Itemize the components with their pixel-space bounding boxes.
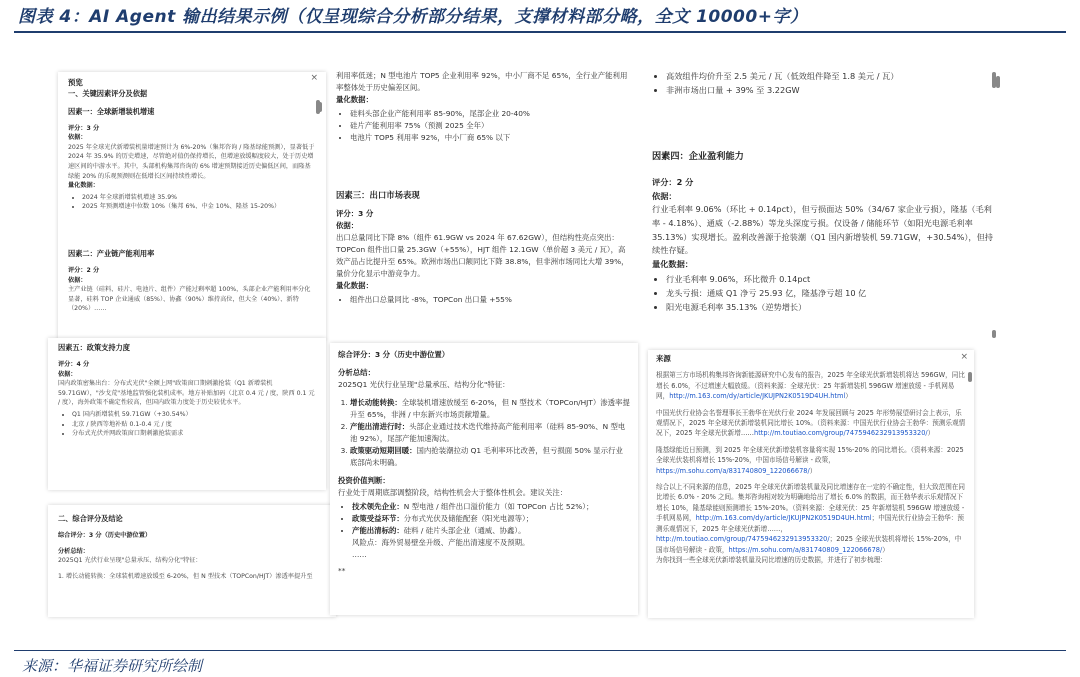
source-paragraph: 为你找到一些全球光伏新增装机量及同比增速的历史数据，并进行了初步梳理： [656,555,887,564]
list-item: • 电池片 TOP5 利用率 92%，中小厂商 65% 以下 [350,132,630,144]
list-item: 2. 产能出清进行时：头部企业通过技术迭代维持高产能利用率（硅料 85-90%、N 型电池 92%），尾部产能加速淘汰。 [350,421,630,445]
investment-text: 行业处于周期底部调整阶段，结构性机会大于整体性机会。建议关注： [338,488,568,497]
score-label: 评分：4 分 [58,361,90,368]
basis-text: 2025 年全球光伏新增装机量增速预计为 6%-20%（集邦咨询 / 隆基绿能预测），显著低于 2024 年 35.9% 的历史增速，尽管绝对值仍保持增长，但增速放缓幅度较大，处于历史增速区间的中游水平。其中，头部机构集邦咨询的 6% 增速预期接近历史偏低区间，而隆基绿能 20% 的乐观预测则在低增长区间持续性增长。 [68,143,315,180]
footer-rule [14,650,1066,651]
quant-list [336,294,630,306]
summary-label: 分析总结： [338,368,375,377]
scrollbar[interactable] [996,76,1000,88]
list-item: • 阳光电源毛利率 35.13%（逆势增长） [666,301,996,315]
quant-label: 量化数据： [68,182,99,190]
text-line: 利用率低迷；N 型电池片 TOP5 企业利用率 92%，中小厂商不足 65%，全行业产能利用率整体处于历史偏差区间。 [336,71,628,92]
list-item: • 技术领先企业：N 型电池 / 组件出口溢价能力（如 TOPCon 占比 52%）； [352,501,630,513]
close-icon[interactable]: × [960,352,968,362]
end-mark: ** [338,566,346,575]
list-item: • 分布式光伏并网政策窗口期刺激抢装需求 [72,429,316,439]
list-item: • 硅料头部企业产能利用率 85-90%，尾部企业 20-40% [350,108,630,120]
list-item: • 硅片产能利用率 75%（预测 2025 全年） [350,120,630,132]
preview-panel-policy [48,338,326,490]
score-label: 评分：2 分 [652,177,694,188]
basis-text: 出口总量同比下降 8%（组件 61.9GW vs 2024 年 67.62GW），但结构性亮点突出：TOPCon 组件出口量 25.3GW（+55%），HJT 组件 12.1GW（单价超 3 美元 / 瓦），高效产品占比提升至 65%。欧洲市场出口额同比下降 38.8%，但非洲市场同比大增 39%，量价分化显示中游竞争力。 [336,233,629,278]
basis-label: 依据： [58,370,77,378]
list-item: • 龙头亏损：通威 Q1 净亏 25.93 亿，隆基净亏超 10 亿 [666,287,996,301]
summary-text: 2025Q1 光伏行业呈现"总量承压、结构分化"特征： [338,380,510,389]
figure-source: 来源：华福证券研究所绘制 [22,657,203,675]
quant-label: 量化数据： [652,258,693,269]
summary-label: 分析总结： [58,547,89,555]
list-item: 3. 政策驱动短期回暖：国内抢装潮拉动 Q1 毛利率环比改善，但亏损面 50% 显示行业底部尚未明确。 [350,445,630,469]
source-link[interactable]: https://m.sohu.com/a/831740809_122066678/ [656,466,810,475]
list-item: • 高效组件均价升至 2.5 美元 / 瓦（低效组件降至 1.8 美元 / 瓦） [666,70,996,84]
basis-text: 主产业链（硅料、硅片、电池片、组件）产能过剩率超 100%，头部企业产能利用率分化显著，硅料 TOP 企业通威（85%）、协鑫（90%）维持高位，但大全（40%）、新特（20%）…… [68,286,311,313]
source-paragraph: 中国光伏行业协会名誉理事长王勃华在光伏行业 2024 年发展回顾与 2025 年形势展望研讨会上表示，乐观情况下，2025 年全球光伏新增装机同比增长 10%。（资料来源：中国光伏行业协会王勃华：预测乐观情况下，2025 年全球光伏新增……http://m.toutiao.com/group/7475946232913953320/） [656,408,966,438]
source-paragraph: 综合以上不同来源的信息，2025 年全球光伏新增装机量及同比增速存在一定的不确定性，但大致范围在同比增长 6.0% - 20% 之间。集邦咨询相对较为明确地给出了增长 6.0% 的数据，而王勃华表示乐观情况下增长 10%，隆基绿能则预测增长 15%-20%。（资料来源：全球光伏：25 年新增装机 596GW 增速放缓 - 手机网易网，http://m.163.com/dy/article/JKUJPN2K0519D4UH.html；中国光伏行业协会王勃华：预测乐观情况下，2025 年全球光伏新增……，http://m.toutiao.com/group/7475946232913953320/；2025 全球光伏装机将增长 15%-20%，中国市场信号解读 - 政策，https://m.sohu.com/a/831740809_122066678/） [656,483,965,554]
source-link[interactable]: http://m.163.com/dy/article/JKUJPN2K0519D4UH.html [669,392,846,401]
preview-panel-summary [330,343,638,615]
sources-panel [648,350,974,618]
source-link[interactable]: https://m.sohu.com/a/831740809_122066678/ [728,545,883,554]
summary-list [338,397,630,469]
factor-heading: 因素五：政策支持力度 [58,343,130,352]
scrollbar[interactable] [992,72,996,88]
list-item: 1. 增长动能转换：全球装机增速放缓至 6-20%，但 N 型技术（TOPCon/HJT）渗透率提升至 65%，非洲 / 中东新兴市场贡献增量。 [350,397,630,421]
score-label: 评分：2 分 [68,266,100,274]
basis-label: 依据： [336,221,359,230]
source-link[interactable]: http://m.toutiao.com/group/7475946232913953320/ [656,535,830,544]
quant-list [58,410,316,439]
list-item: • 产能出清标的：硅料 / 硅片头部企业（通威、协鑫）。 风险点：海外贸易壁垒升级、产能出清速度不及预期。 …… [352,525,630,561]
source-paragraph: 根据第三方市场机构集邦咨询新能源研究中心发布的报告，2025 年全球光伏新增装机将达 596GW，同比增长 6.0%，不过增速大幅放缓。（资料来源：全球光伏：25 年新增装机 596GW 增速放缓 - 手机网易网，http://m.163.com/dy/article/JKUJPN2K0519D4UH.html） [656,371,965,401]
basis-text: 国内政策密集出台：分布式光伏"全额上网"政策窗口期刺激抢装（Q1 新增装机 59.71GW），"沙戈荒"基地监管强化装机成率。地方补贴加码（北京 0.4 元 / 度，陕西 0.1 元 / 度），海外政策不确定性较高，但国内政策力度处于历史较优水平。 [58,380,315,407]
source-paragraph: 隆基绿能近日预测，到 2025 年全球光伏新增装机容量将实现 15%-20% 的同比增长。（资料来源：2025 全球光伏装机将增长 15%-20%，中国市场信号解读 - 政策，https://m.sohu.com/a/831740809_122066678/） [656,445,964,475]
basis-text: 行业毛利率 9.06%（环比 + 0.14pct），但亏损面达 50%（34/67 家企业亏损），隆基（毛利率 - 4.18%）、通威（-2.88%）等龙头深度亏损。仅设备 / 储能环节（如阳光电源毛利率 35.13%）实现增长。盈利改善源于抢装潮（Q1 国内新增装机 59.71GW，+30.54%），但持续性存疑。 [652,204,993,256]
scrollbar[interactable] [316,100,320,114]
list-item: • 2025 年预测增速中位数 10%（集邦 6%、中金 10%、隆基 15-20%） [82,202,316,212]
summary-item: 1. 增长动能转换：全球装机增速放缓至 6-20%，但 N 型技术（TOPCon/HJT）渗透率提升至 [58,572,313,580]
factor-heading: 因素四：企业盈利能力 [652,151,744,163]
scrollbar[interactable] [992,330,996,338]
quant-label: 量化数据： [336,95,373,104]
quant-list [336,108,630,144]
score-label: 评分：3 分 [68,124,100,132]
factor-heading: 因素三：出口市场表现 [336,190,420,200]
basis-label: 依据： [68,276,87,284]
summary-text: 2025Q1 光伏行业呈现"总量承压、结构分化"特征： [58,557,202,565]
source-link[interactable]: http://m.163.com/dy/article/JKUJPN2K0519D4UH.html [695,514,872,523]
source-link[interactable]: http://m.toutiao.com/group/7475946232913953320/ [754,429,928,438]
scrollbar[interactable] [968,372,972,382]
investment-list [338,501,630,561]
overall-score: 综合评分：3 分（历史中游位置） [58,532,152,539]
list-item: • 行业毛利率 9.06%，环比微升 0.14pct [666,273,996,287]
factor-heading: 因素一：全球新增装机增速 [68,106,155,116]
score-label: 评分：3 分 [336,209,374,218]
panel-header: 来源 [656,354,671,363]
list-item: • 非洲市场出口量 + 39% 至 3.22GW [666,84,996,98]
preview-panel-export [330,68,636,340]
list-item: • 2024 年全球新增装机增速 35.9% [82,193,316,203]
list-item: • Q1 国内新增装机 59.71GW（+30.54%） [72,410,316,420]
quant-list [652,273,996,314]
list-item: • 组件出口总量同比 -8%，TOPCon 出口量 +55% [350,294,630,306]
preview-panel-profit [646,68,1002,346]
quant-label: 量化数据： [336,281,373,290]
quant-list [652,70,996,97]
section-heading: 二、综合评分及结论 [58,514,123,523]
title-rule [14,31,1066,33]
section-heading: 一、关键因素评分及依据 [68,88,148,98]
list-item: • 北京 / 陕西等地补贴 0.1-0.4 元 / 度 [72,420,316,430]
list-item: • 政策受益环节：分布式光伏及储能配套（阳光电源等）； [352,513,630,525]
preview-panel-conclusion [48,505,336,617]
quant-list [68,193,316,212]
investment-label: 投资价值判断： [338,476,390,485]
factor-heading: 因素二：产业链产能利用率 [68,248,155,258]
basis-label: 依据： [652,190,677,201]
figure-title: 图表 4：AI Agent 输出结果示例（仅呈现综合分析部分结果，支撑材料部分略，全文 10000+字） [18,7,808,27]
overall-score: 综合评分：3 分（历史中游位置） [338,350,450,359]
preview-panel-factors [58,72,326,340]
panel-header: 预览 [68,78,83,87]
basis-label: 依据： [68,134,87,142]
close-icon[interactable]: × [310,73,318,83]
